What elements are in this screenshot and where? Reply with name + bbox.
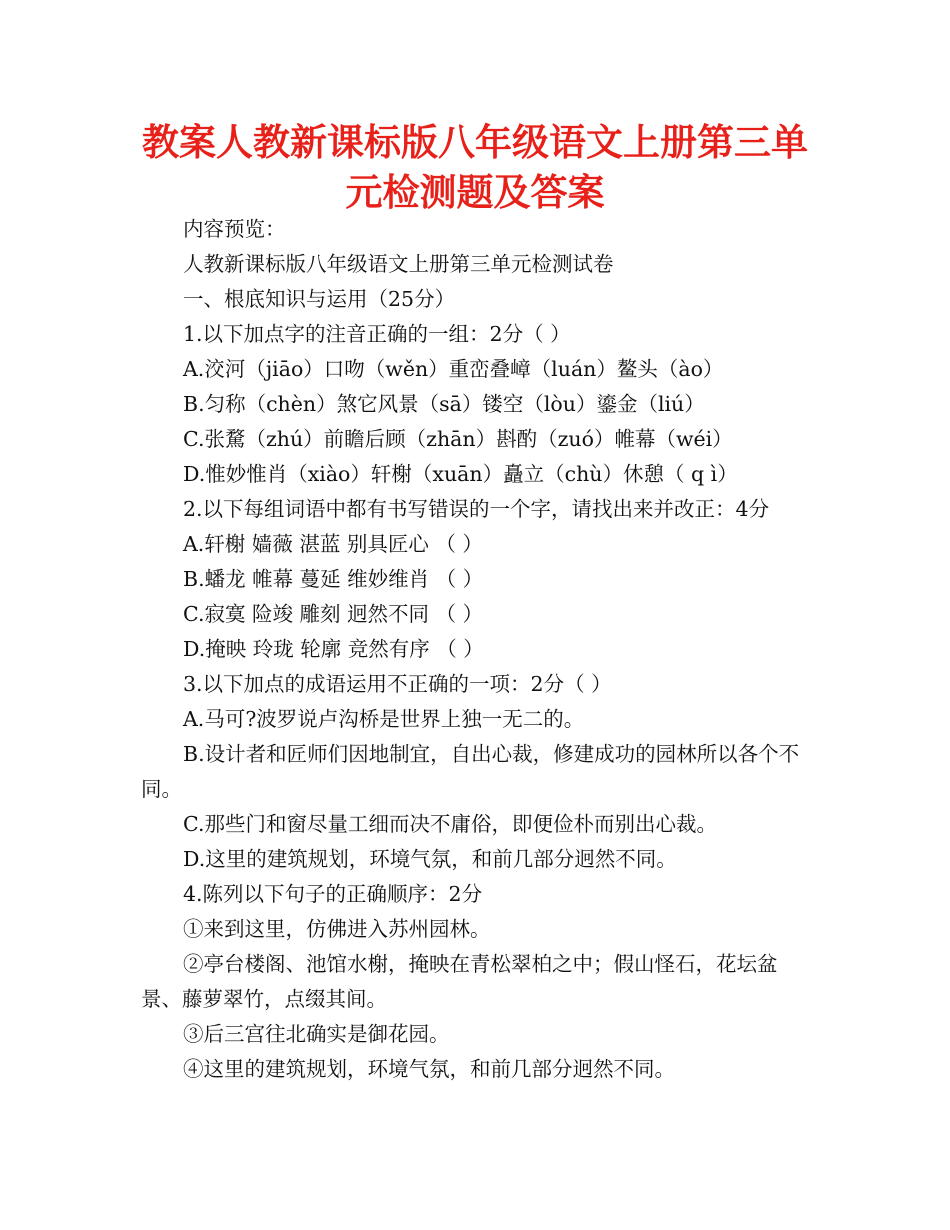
document-title-line-2: 元检测题及答案 (345, 171, 605, 214)
question-1-option-d: D.惟妙惟肖（xiào）轩榭（xuān）矗立（chù）休憩（ q ì） (183, 462, 738, 486)
section-heading: 一、根底知识与运用（25分） (183, 287, 456, 311)
question-2-option-a: A.轩榭 嫱薇 湛蓝 别具匠心 （ ） (183, 532, 483, 556)
question-4-sentence-3: ③后三宫往北确实是御花园。 (183, 1022, 450, 1046)
question-3-option-d: D.这里的建筑规划，环境气氛，和前几部分迥然不同。 (183, 847, 677, 871)
content-preview-label: 内容预览： (183, 217, 286, 241)
exam-title: 人教新课标版八年级语文上册第三单元检测试卷 (183, 252, 614, 276)
question-1: 1.以下加点字的注音正确的一组：2分（ ） (183, 322, 571, 346)
question-4-sentence-4: ④这里的建筑规划，环境气氛，和前几部分迥然不同。 (183, 1057, 675, 1081)
question-2: 2.以下每组词语中都有书写错误的一个字，请找出来并改正：4分 (183, 497, 770, 521)
document-title (120, 118, 830, 218)
question-3-option-c: C.那些门和窗尽量工细而决不庸俗，即便俭朴而别出心裁。 (183, 812, 717, 836)
question-1-option-b: B.匀称（chèn）煞它风景（sā）镂空（lòu）鎏金（liú） (183, 392, 705, 416)
question-4-sentence-1: ①来到这里，仿佛进入苏州园林。 (183, 917, 491, 941)
question-4-sentence-2: ②亭台楼阁、池馆水榭，掩映在青松翠柏之中；假山怪石，花坛盆景、藤萝翠竹，点缀其间。 (141, 952, 778, 1011)
question-3: 3.以下加点的成语运用不正确的一项：2分（ ） (183, 672, 612, 696)
question-1-option-a: A.洨河（jiāo）口吻（wěn）重峦叠嶂（luán）鳌头（ào） (183, 357, 724, 381)
question-2-option-c: C.寂寞 险竣 雕刻 迥然不同 （ ） (183, 602, 484, 626)
document-body (141, 212, 813, 1087)
question-3-option-a: A.马可?波罗说卢沟桥是世界上独一无二的。 (183, 707, 585, 731)
question-2-option-d: D.掩映 玲珑 轮廓 竞然有序 （ ） (183, 637, 484, 661)
document-title-line-1: 教案人教新课标版八年级语文上册第三单 (142, 121, 808, 164)
question-2-option-b: B.蟠龙 帷幕 蔓延 维妙维肖 （ ） (183, 567, 484, 591)
question-1-option-c: C.张騖（zhú）前瞻后顾（zhān）斟酌（zuó）帷幕（wéi） (183, 427, 733, 451)
question-4: 4.陈列以下句子的正确顺序：2分 (183, 882, 483, 906)
question-3-option-b: B.设计者和匠师们因地制宜，自出心裁，修建成功的园林所以各个不同。 (141, 742, 800, 801)
